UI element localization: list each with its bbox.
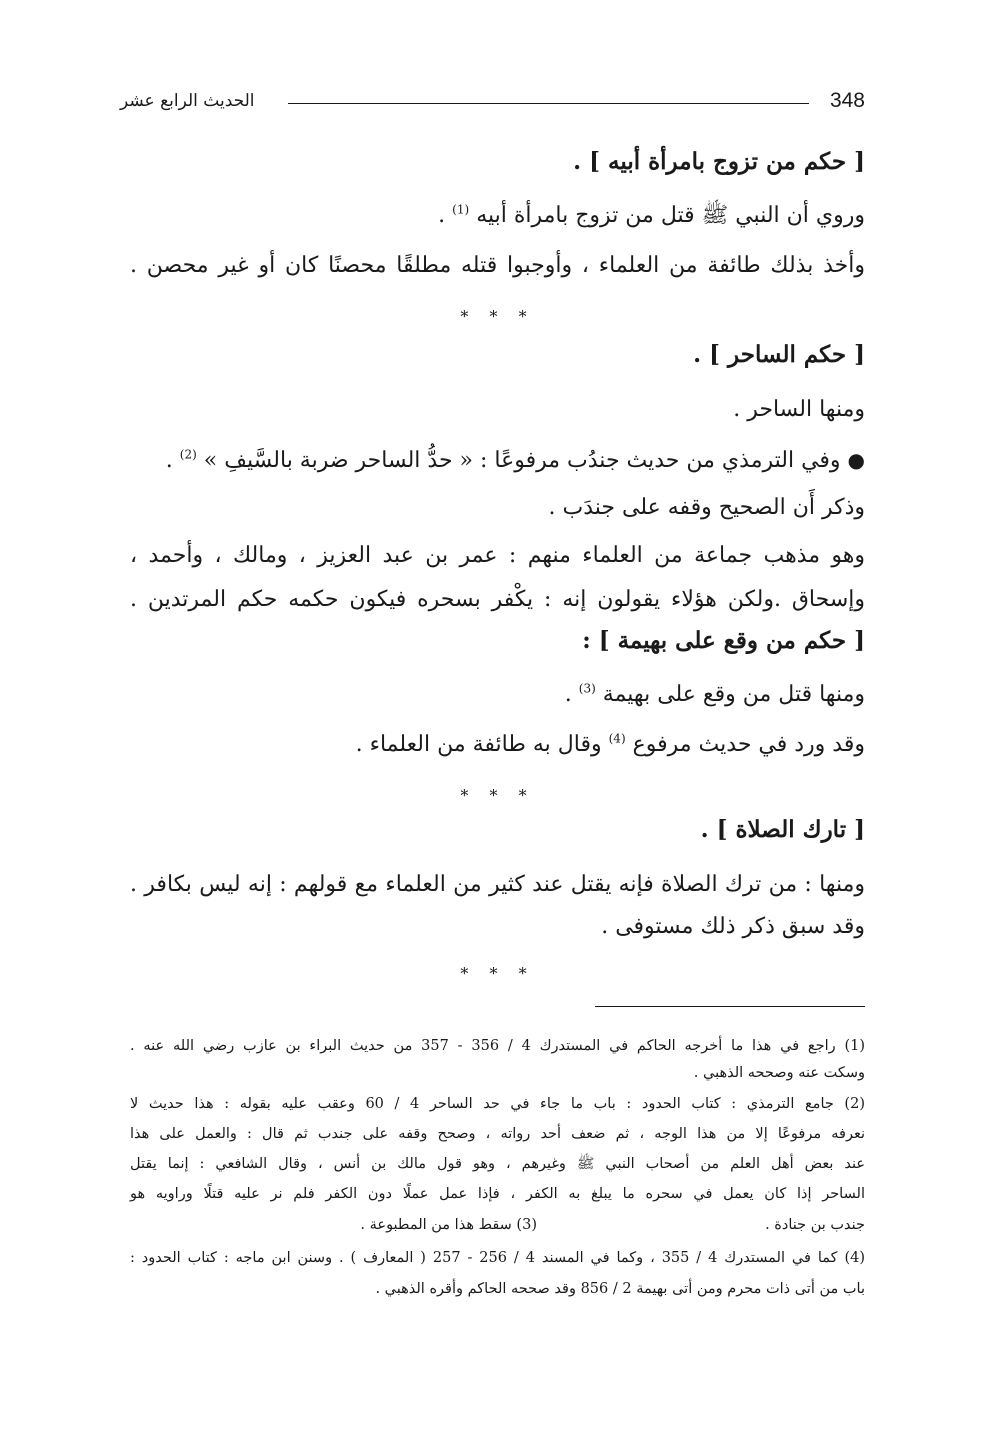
text-run: وفي الترمذي من حديث جندُب مرفوعًا : « حدُّ الساحر ضربة بالسَّيفِ »: [203, 448, 841, 473]
footnote-2: (2) جامع الترمذي : كتاب الحدود : باب ما جاء في حد الساحر 4 / 60 وعقب عليه بقوله : هذا حديث لا: [130, 1096, 865, 1112]
bullet-icon: ●: [847, 448, 865, 472]
text-run: .: [564, 682, 572, 707]
footnote-4-cont: باب من أتى ذات محرم ومن أتى بهيمة 2 / 856 وقد صححه الحاكم وأقره الذهبي .: [375, 1281, 865, 1297]
footnote-2-cont: عند بعض أهل العلم من أصحاب النبي ﷺ وغيرهم ، وهو قول مالك بن أنس ، وقال الشافعي : إنما يقتل: [130, 1156, 865, 1172]
paragraph-line: ومنها الساحر .: [733, 397, 865, 422]
running-title: الحديث الرابع عشر: [120, 91, 255, 111]
footnote-2-cont: جندب بن جنادة .: [765, 1217, 865, 1233]
section-separator: * * *: [460, 964, 535, 983]
paragraph-line: وإسحاق .ولكن هؤلاء يقولون إنه : يكْفر بسحره فيكون حكمه حكم المرتدين .: [130, 587, 865, 612]
main-text: [130, 0, 865, 1000]
paragraph-line: [166, 445, 865, 476]
footnote-rule: [595, 1006, 865, 1007]
paragraph-line: وأخذ بذلك طائفة من العلماء ، وأوجبوا قتله مطلقًا محصنًا كان أو غير محصن .: [130, 253, 865, 278]
heading-bestiality: [ حكم من وقع على بهيمة ] :: [582, 627, 865, 654]
footnote-ref-3: (3): [578, 681, 596, 696]
heading-prayer: [ تارك الصلاة ] .: [700, 816, 865, 843]
paragraph-line: [438, 201, 865, 231]
footnote-4: (4) كما في المستدرك 4 / 355 ، وكما في المسند 4 / 256 - 257 ( المعارف ) . وسنن ابن ماجه : كتاب الحدود :: [130, 1250, 866, 1266]
paragraph-line: وذكر أَن الصحيح وقفه على جندَب .: [548, 495, 865, 520]
footnote-3: (3) سقط هذا من المطبوعة .: [360, 1217, 537, 1233]
text-run: وقال به طائفة من العلماء .: [355, 732, 602, 757]
paragraph-line: ومنها : من ترك الصلاة فإنه يقتل عند كثير من العلماء مع قولهم : إنه ليس بكافر .: [130, 872, 865, 897]
text-run: وروي أن النبي ﷺ قتل من تزوج بامرأة أبيه: [476, 203, 865, 228]
footnote-1: (1) راجع في هذا ما أخرجه الحاكم في المستدرك 4 / 356 - 357 من حديث البراء بن عازب رضي الله عنه .: [130, 1038, 866, 1054]
page-number: 348: [829, 89, 865, 112]
section-separator: * * *: [460, 786, 535, 805]
paragraph-line: [356, 730, 865, 760]
paragraph-line: وقد سبق ذكر ذلك مستوفى .: [601, 914, 865, 939]
heading-sorcerer: [ حكم الساحر ] .: [693, 341, 865, 368]
footnote-ref-1: (1): [452, 202, 470, 217]
text-run: .: [165, 448, 173, 473]
paragraph-line: [565, 680, 865, 710]
footnote-ref-2: (2): [179, 447, 197, 462]
footnote-2-cont: نعرفه مرفوعًا إلا من هذا الوجه ، ثم ضعف أحد رواته ، وصحح وقفه على جندب ثم قال : والعمل على هذا: [130, 1126, 865, 1142]
footnote-ref-4: (4): [608, 731, 626, 746]
text-run: .: [438, 203, 446, 228]
text-run: ومنها قتل من وقع على بهيمة: [602, 682, 865, 707]
section-separator: * * *: [460, 307, 535, 326]
text-run: وقد ورد في حديث مرفوع: [632, 732, 865, 757]
footnote-2-cont: الساحر إذا كان يعمل في سحره ما يبلغ به الكفر ، فإذا عمل عملًا دون الكفر فلم نر عليه قتلًا وراويه هو: [130, 1186, 865, 1202]
heading-stepmother: [ حكم من تزوج بامرأة أبيه ] .: [573, 148, 865, 175]
footnote-1-cont: وسكت عنه وصححه الذهبي .: [693, 1065, 865, 1081]
paragraph-line: وهو مذهب جماعة من العلماء منهم : عمر بن عبد العزيز ، ومالك ، وأحمد ،: [130, 543, 865, 568]
